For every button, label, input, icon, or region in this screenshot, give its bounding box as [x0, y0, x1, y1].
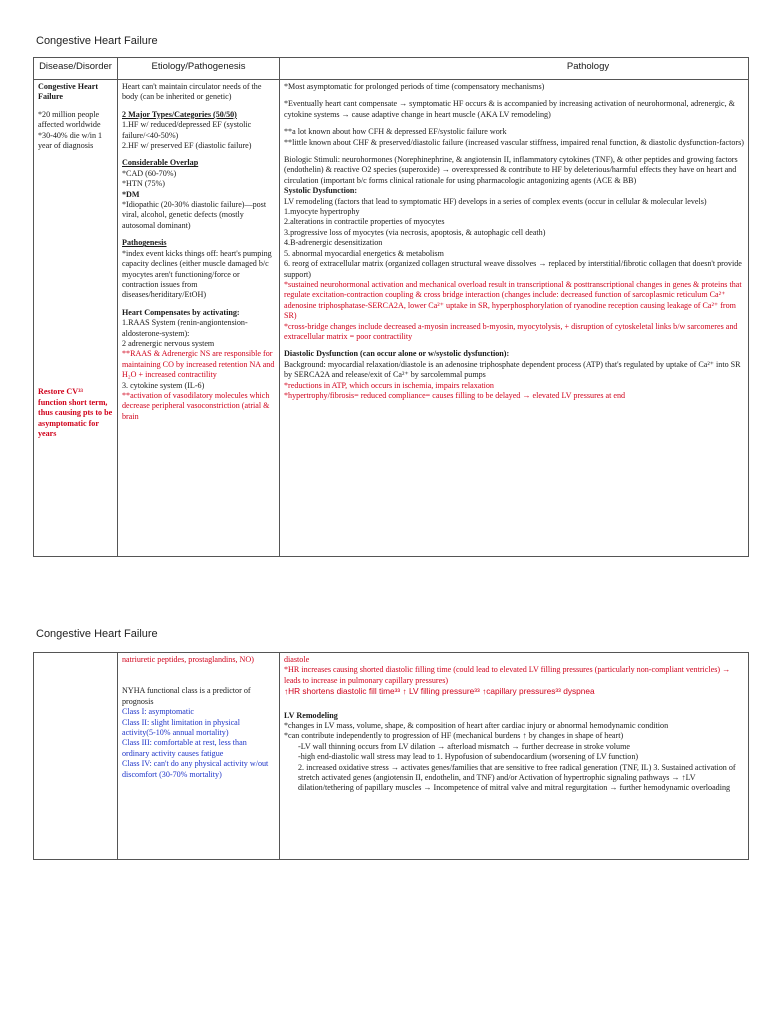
page1-col2-list [122, 82, 275, 422]
text-line: 2 adrenergic nervous system [122, 338, 215, 348]
spacer [122, 301, 275, 308]
text-line: *HTN (75%) [122, 179, 165, 189]
text-line: *Most asymptomatic for prolonged periods of time (compensatory mechanisms) [284, 82, 545, 91]
text-line: Systolic Dysfunction: [284, 186, 358, 196]
text-line: 1.myocyte hypertrophy [284, 207, 360, 217]
text-line: Pathogenesis [122, 238, 167, 248]
spacer [122, 103, 275, 110]
spacer [284, 148, 744, 155]
page1-etiology-cell [118, 80, 280, 557]
spacer [38, 103, 113, 110]
text-line: *hypertrophy/fibrosis= reduced compliance= causes filling to be delayed → elevated LV pressures at end [284, 390, 626, 400]
text-line: 3.progressive loss of myocytes (via necrosis, apoptosis, & autophagic cell death) [284, 227, 546, 237]
page1-disease-cell [34, 80, 118, 557]
spacer [122, 679, 275, 686]
text-line: LV remodeling (factors that lead to symptomatic HF) develops in a series of complex events (occur in cellular & molecular levels) [284, 196, 707, 206]
col-header-pathology: Pathology [280, 58, 749, 80]
text-line: Congestive Heart Failure [38, 82, 99, 102]
text-line: *Idiopathic (20-30% diastolic failure)—post viral, alcohol, genetic defects (mostly autosomal dominant) [122, 200, 267, 230]
text-line: natriuretic peptides, prostaglandins, NO) [122, 655, 254, 664]
text-line: *sustained neurohormonal activation and mechanical overload result in transcriptional & posttranscriptional changes in genes & proteins that regulate excitation-contraction coupling & cross bridge interaction (changes include: decreased function of sarcoplasmic reticulum Ca²⁺ adenosine triphosphatase-SERCA2A, lower Ca²⁺ uptake in SR, hyperphosphorylation of ryanodine reception causing leakage of Ca²⁺ from SR) [284, 279, 742, 321]
spacer [284, 697, 744, 704]
text-line: -LV wall thinning occurs from LV dilation → afterload mismatch → further decrease in stroke volume [298, 741, 630, 751]
page2-pathology-cell [280, 653, 749, 860]
text-line: 4.B-adrenergic desensitization [284, 238, 383, 248]
text-line: Biologic Stimuli: neurohormones (Norephinephrine, & angiotensin II, inflammatory cytokines (TNF), & other peptides and growing factors (endothelin) & reactive O2 species (superoxide) → overexpressed & contribute to HF by deleterious/harmful effects they have on heart and circulation (important b/c forms clinical rationale for using pharmacologic antagonizing agents (ACE & BB) [284, 155, 738, 185]
text-line: Heart Compensates by activating: [122, 307, 240, 317]
spacer [284, 704, 744, 711]
text-line: *changes in LV mass, volume, shape, & composition of heart after cardiac injury or abnormal hemodynamic condition [284, 721, 669, 731]
spacer [122, 665, 275, 672]
spacer [122, 672, 275, 679]
page2-table [33, 652, 749, 860]
text-line: *DM [122, 189, 140, 199]
spacer [284, 92, 744, 99]
text-line: Class II: slight limitation in physical activity(5-10% annual mortality) [122, 717, 241, 738]
text-line: *cross-bridge changes include decreased a-myosin increased b-myosin, myocytolysis, + disruption of cytoskeletal links b/w sarcomeres and extracellular matrix = poor contractility [284, 321, 738, 341]
text-line: 3. cytokine system (IL-6) [122, 380, 205, 390]
page2-header: Congestive Heart Failure [36, 628, 158, 640]
col-header-disease: Disease/Disorder [34, 58, 118, 80]
text-line: Heart can't maintain circulator needs of the body (can be inherited or genetic) [122, 82, 262, 102]
text-line: 1.RAAS System (renin-angiontension-aldosterone-system): [122, 318, 248, 338]
text-line: *index event kicks things off: heart's pumping capacity declines (either muscle damaged b/c myocytes aren't functioning/force or contraction issues from diseases/heriditary/EtOH) [122, 248, 272, 300]
page1-col1-list [38, 82, 113, 151]
text-line: 2.HF w/ preserved EF (diastolic failure) [122, 141, 252, 151]
text-line: **a lot known about how CFH & depressed EF/systolic failure work [284, 127, 507, 137]
text-line: 2 Major Types/Categories (50/50) [122, 109, 237, 119]
col-header-etiology: Etiology/Pathogenesis [118, 58, 280, 80]
text-line: -high end-diastolic wall stress may lead to 1. Hypofusion of subendocardium (worsening of LV function) [298, 752, 639, 762]
text-line: *Eventually heart cant compensate → symptomatic HF occurs & is accompanied by increasing activation of neurohormonal, adrenergic, & cytokine systems → cause adaptive change in heart muscle (AKA LV remodeling) [284, 99, 735, 119]
text-line: Diastolic Dysfunction (can occur alone or w/systolic dysfunction): [284, 349, 510, 359]
text-line: Class I: asymptomatic [122, 707, 194, 717]
text-line: ↑HR shortens diastolic fill time³³ ↑ LV filling pressure³³ ↑capillary pressures³³ dyspnea [284, 686, 595, 697]
spacer [122, 151, 275, 158]
page1-col3-list [284, 82, 744, 401]
text-line: *HR increases causing shorted diastolic filling time (could lead to elevated LV filling pressures (particularly non-compliant ventricles) → leads to increase in pulmonary capillary pressures) [284, 665, 731, 685]
text-line: **little known about CHF & preserved/diastolic failure (increased vascular stiffness, impaired renal function, & diastolic dysfunction-factors) [284, 137, 744, 147]
text-line: Considerable Overlap [122, 158, 199, 168]
text-line: Class III: comfortable at rest, less than ordinary activity causes fatigue [122, 738, 247, 758]
text-line: *30-40% die w/in 1 year of diagnosis [38, 130, 103, 151]
text-line: NYHA functional class is a predictor of prognosis [122, 686, 251, 706]
text-line: diastole [284, 655, 310, 664]
text-line: **RAAS & Adrenergic NS are responsible for maintaining CO by increased retention NA and H₂O + increased contractility [122, 349, 275, 380]
page1-table [33, 57, 749, 557]
page2-col3-list [284, 655, 744, 794]
text-line: LV Remodeling [284, 710, 338, 720]
text-line: 5. abnormal myocardial energetics & metabolism [284, 248, 444, 258]
text-line: *20 million people affected worldwide [38, 109, 101, 130]
text-line: 2. increased oxidative stress → activates genes/families that are sensitive to free radical generation (TNF, IL) 3. Sustained activation of stretch activated genes (angiotensin II, endothelin, and TNF) and/or Activation of hypertrophic signaling pathways → ↑LV dilation/tethering of papillary muscles → Incompetence of mitral valve and mitral regurgitation → further hemodynamic overloading [298, 762, 736, 793]
page2-etiology-cell [118, 653, 280, 860]
text-line: 6. reorg of extracellular matrix (organized collagen structural weave dissolves → replaced by interstitial/fibrotic collagen that doesn't provide support) [284, 259, 742, 279]
text-line: Background: myocardial relaxation/diastole is an adenosine triphosphate dependent process (ATP) that's regulated by uptake of Ca²⁺ into SR by SERCA2A and release/exit of Ca²⁺ by sarcolemmal pumps [284, 359, 741, 380]
text-line: *CAD (60-70%) [122, 168, 177, 178]
page2-disease-cell [34, 653, 118, 860]
spacer [122, 231, 275, 238]
spacer [284, 120, 744, 127]
text-line: Class IV: can't do any physical activity w/out discomfort (30-70% mortality) [122, 759, 269, 779]
page2-col2-list [122, 655, 275, 780]
text-line: *reductions in ATP, which occurs in ischemia, impairs relaxation [284, 380, 494, 390]
page1-pathology-cell [280, 80, 749, 557]
text-line: 1.HF w/ reduced/depressed EF (systolic failure/<40-50%) [122, 120, 252, 140]
spacer [284, 342, 744, 349]
restore-cv-callout: Restore CV³³ function short term, thus causing pts to be asymptomatic for years [38, 387, 113, 439]
page1-header: Congestive Heart Failure [36, 35, 158, 47]
text-line: **activation of vasodilatory molecules which decrease peripheral vasoconstriction (atrial & brain [122, 390, 270, 421]
text-line: *can contribute independently to progression of HF (mechanical burdens ↑ by changes in shape of heart) [284, 731, 624, 741]
text-line: 2.alterations in contractile properties of myocytes [284, 217, 445, 227]
